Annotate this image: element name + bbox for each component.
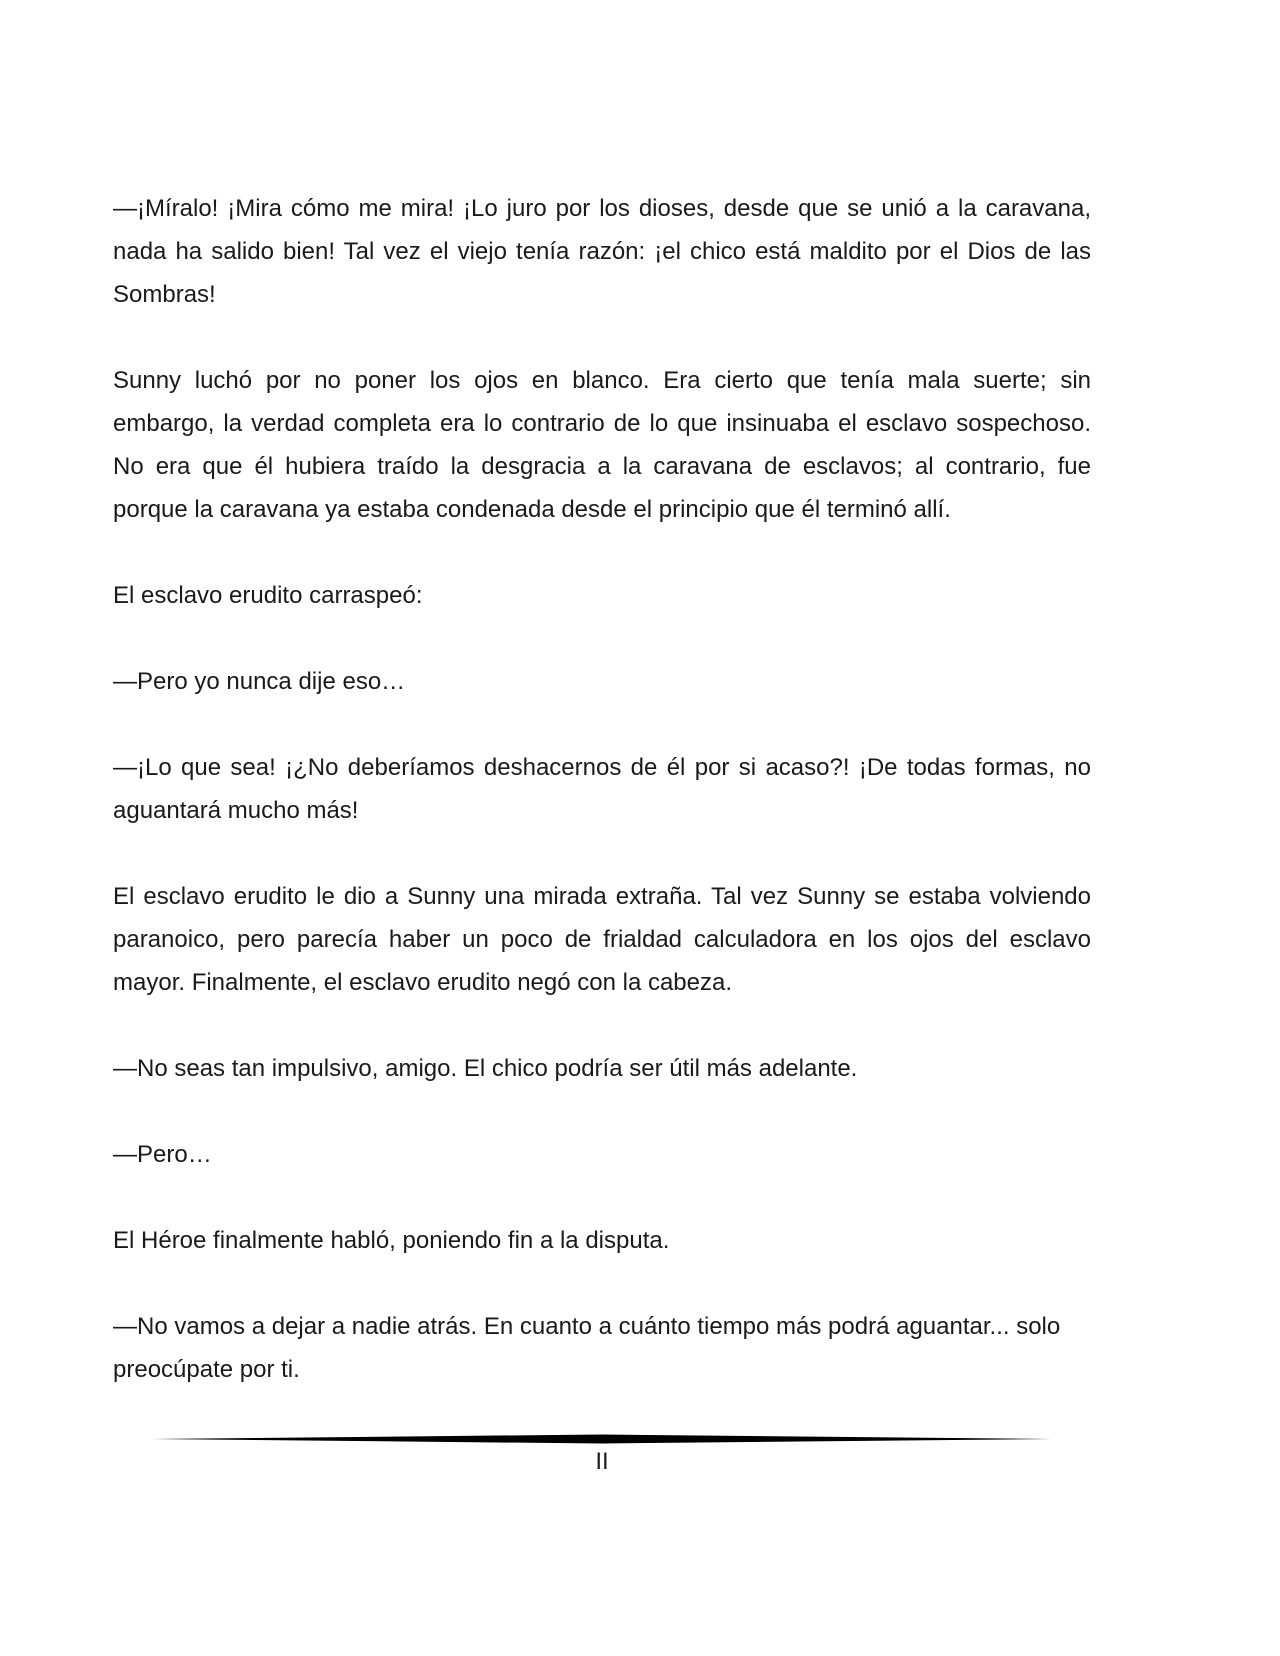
paragraph-6: El esclavo erudito le dio a Sunny una mirada extraña. Tal vez Sunny se estaba volviendo paranoico, pero parecía haber un poco de frialdad calculadora en los ojos del esclavo mayor. Finalmente, el esclavo erudito negó con la cabeza.	[113, 883, 1091, 996]
paragraph-3: El esclavo erudito carraspeó:	[113, 582, 423, 609]
paragraph-5: —¡Lo que sea! ¡¿No deberíamos deshacernos de él por si acaso?! ¡De todas formas, no aguantará mucho más!	[113, 754, 1091, 824]
paragraph-9: El Héroe finalmente habló, poniendo fin a la disputa.	[113, 1227, 670, 1254]
footer-divider	[152, 1432, 1052, 1446]
body-text	[113, 187, 1091, 1434]
paragraph-1: —¡Míralo! ¡Mira cómo me mira! ¡Lo juro por los dioses, desde que se unió a la caravana, nada ha salido bien! Tal vez el viejo tenía razón: ¡el chico está maldito por el Dios de las Sombras!	[113, 195, 1091, 308]
paragraph-10: —No vamos a dejar a nadie atrás. En cuanto a cuánto tiempo más podrá aguantar... solo preocúpate por ti.	[113, 1313, 1061, 1383]
page-number: II	[595, 1448, 609, 1475]
paragraph-8: —Pero…	[113, 1141, 212, 1168]
paragraph-2: Sunny luchó por no poner los ojos en blanco. Era cierto que tenía mala suerte; sin embargo, la verdad completa era lo contrario de lo que insinuaba el esclavo sospechoso. No era que él hubiera traído la desgracia a la caravana de esclavos; al contrario, fue porque la caravana ya estaba condenada desde el principio que él terminó allí.	[113, 367, 1091, 523]
paragraph-4: —Pero yo nunca dije eso…	[113, 668, 406, 695]
paragraph-7: —No seas tan impulsivo, amigo. El chico podría ser útil más adelante.	[113, 1055, 858, 1082]
